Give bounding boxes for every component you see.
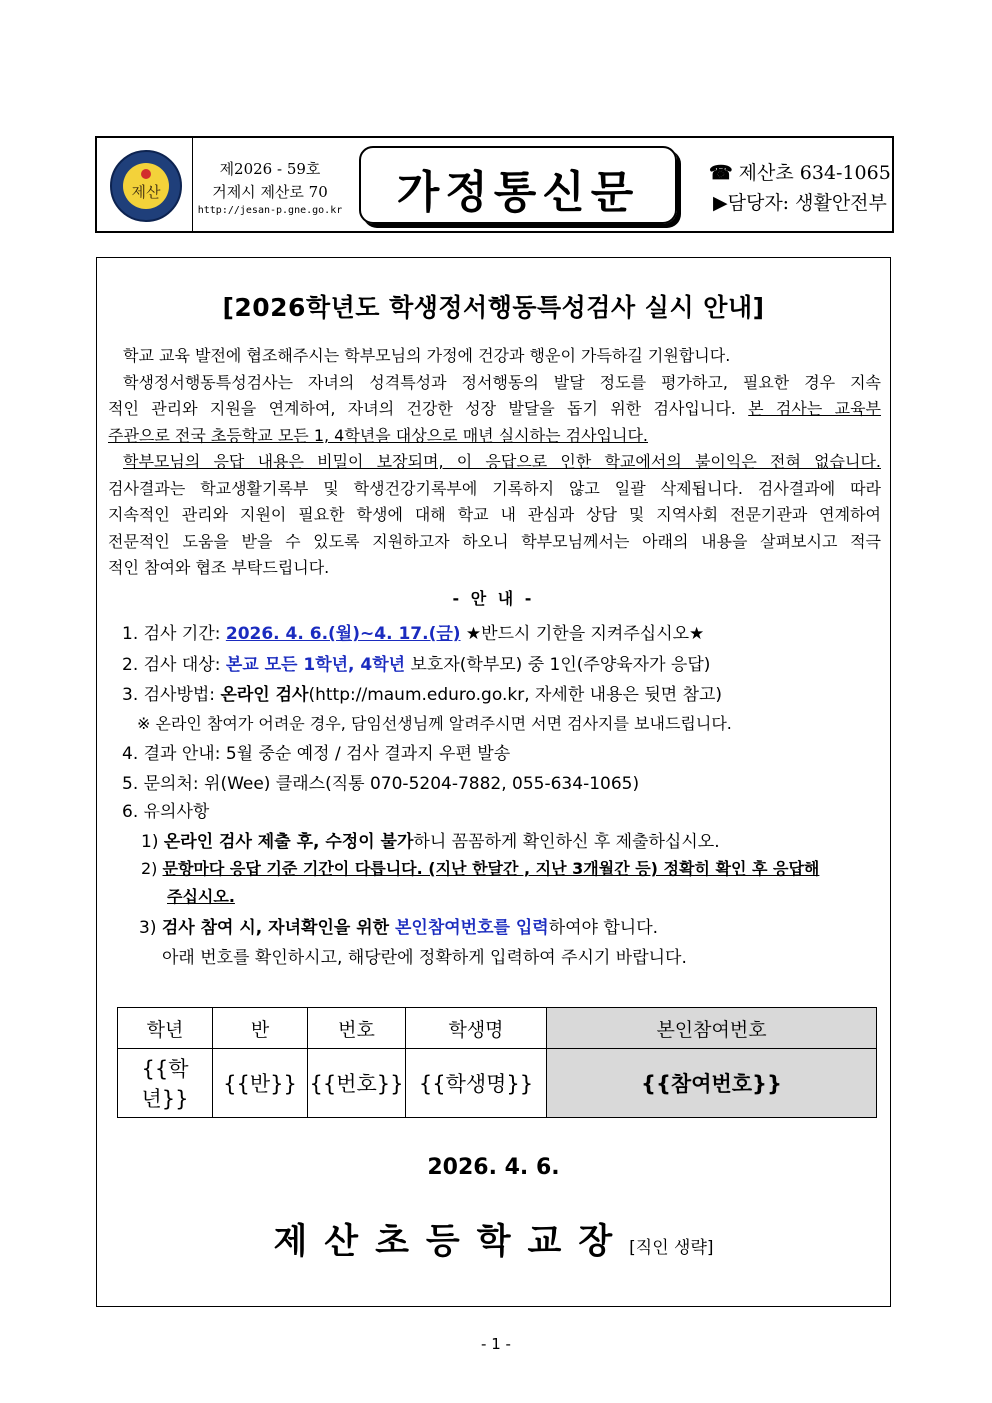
paragraph-purpose-2: 적인 관리와 지원을 연계하여, 자녀의 건강한 성장 발달을 돕기 위한 검사입니다. 본 검사는 교육부	[108, 399, 881, 418]
note-1: 1) 온라인 검사 제출 후, 수정이 불가하니 꼼꼼하게 확인하신 후 제출하십시오.	[141, 832, 720, 852]
header-participation-number: 본인참여번호	[547, 1008, 877, 1049]
newsletter-title-box	[359, 146, 677, 224]
paragraph-privacy-5: 적인 참여와 협조 부탁드립니다.	[108, 558, 330, 577]
paragraph-privacy-4: 전문적인 도움을 받을 수 있도록 지원하고자 하오니 학부모님께서는 아래의 내용을 살펴보시고 적극	[108, 532, 881, 551]
issue-info	[193, 138, 347, 231]
guide-method-note: ※ 온라인 참여가 어려운 경우, 담임선생님께 알려주시면 서면 검사지를 보내드립니다.	[137, 714, 732, 733]
cell-class: {{반}}	[213, 1049, 308, 1118]
logo-cell	[97, 138, 193, 231]
page-number: - 1 -	[481, 1335, 511, 1353]
header-grade: 학년	[118, 1008, 213, 1049]
issue-number: 제2026 - 59호	[219, 160, 321, 178]
guide-item-period: 1. 검사 기간: 2026. 4. 6.(월)~4. 17.(금) ★반드시 기한을 지켜주십시오★	[122, 624, 705, 644]
paragraph-privacy-2: 검사결과는 학교생활기록부 및 학생건강기록부에 기록하지 않고 일괄 삭제됩니다. 검사결과에 따라	[108, 479, 881, 498]
issue-date: 2026. 4. 6.	[427, 1155, 560, 1180]
main-content	[96, 257, 891, 1307]
principal-name: 제산초등학교장	[273, 1221, 630, 1262]
cell-number: {{번호}}	[308, 1049, 406, 1118]
school-address: 거제시 제산로 70	[212, 183, 328, 201]
note-2-cont: 주십시오.	[167, 887, 235, 906]
phone-icon: ☎	[709, 162, 733, 184]
header-class: 반	[213, 1008, 308, 1049]
guide-item-contact: 5. 문의처: 위(Wee) 클래스(직통 070-5204-7882, 055-634-1065)	[122, 774, 640, 794]
school-logo	[110, 150, 182, 222]
header-number: 번호	[308, 1008, 406, 1049]
guide-item-method: 3. 검사방법: 온라인 검사(http://maum.eduro.go.kr, 자세한 내용은 뒷면 참고)	[122, 685, 723, 705]
cell-participation-number: {{참여번호}}	[547, 1049, 877, 1118]
paragraph-privacy-3: 지속적인 관리와 지원이 필요한 학생에 대해 학교 내 관심과 상담 및 지역사회 전문기관과 연계하여	[108, 505, 881, 524]
note-2: 2) 문항마다 응답 기준 기간이 다릅니다. (지난 한달간 , 지난 3개월간 등) 정확히 확인 후 응답해	[141, 859, 820, 878]
cell-student-name: {{학생명}}	[406, 1049, 547, 1118]
school-url[interactable]: http://jesan-p.gne.go.kr	[197, 205, 343, 216]
paragraph-privacy-1: 학부모님의 응답 내용은 비밀이 보장되며, 이 응답으로 인한 학교에서의 불이익은 전혀 없습니다.	[123, 452, 881, 471]
note-3-cont: 아래 번호를 확인하시고, 해당란에 정확하게 입력하여 주시기 바랍니다.	[162, 948, 687, 968]
document-title: [2026학년도 학생정서행동특성검사 실시 안내]	[222, 293, 765, 322]
principal-signature	[97, 1214, 890, 1264]
paragraph-purpose-1: 학생정서행동특성검사는 자녀의 성격특성과 정서행동의 발달 정도를 평가하고, 필요한 경우 지속	[123, 373, 881, 392]
newsletter-header	[95, 136, 894, 233]
contact-info	[709, 138, 895, 231]
cell-grade: {{학년}}	[118, 1049, 213, 1118]
manager: ▶담당자: 생활안전부	[713, 192, 887, 214]
phone-number: 제산초 634-1065	[738, 162, 891, 184]
table-row	[118, 1049, 877, 1118]
table-header-row	[118, 1008, 877, 1049]
guide-item-target: 2. 검사 대상: 본교 모든 1학년, 4학년 보호자(학부모) 중 1인(주양육자가 응답)	[122, 655, 711, 675]
guide-item-result: 4. 결과 안내: 5월 중순 예정 / 검사 결과지 우편 발송	[122, 744, 511, 764]
paragraph-purpose-3: 주관으로 전국 초등학교 모든 1, 4학년을 대상으로 매년 실시하는 검사입니다.	[108, 426, 648, 445]
paragraph-greeting: 학교 교육 발전에 협조해주시는 학부모님의 가정에 건강과 행운이 가득하길 기원합니다.	[123, 346, 731, 365]
student-info-table	[117, 1007, 877, 1118]
seal-note: [직인 생략]	[629, 1238, 714, 1258]
logo-text: 제산	[131, 183, 161, 201]
note-3: 3) 검사 참여 시, 자녀확인을 위한 본인참여번호를 입력하여야 합니다.	[139, 918, 659, 938]
guide-heading: - 안 내 -	[452, 589, 535, 608]
guide-item-notes: 6. 유의사항	[122, 802, 210, 822]
newsletter-title: 가정통신문	[396, 167, 640, 218]
header-student-name: 학생명	[406, 1008, 547, 1049]
